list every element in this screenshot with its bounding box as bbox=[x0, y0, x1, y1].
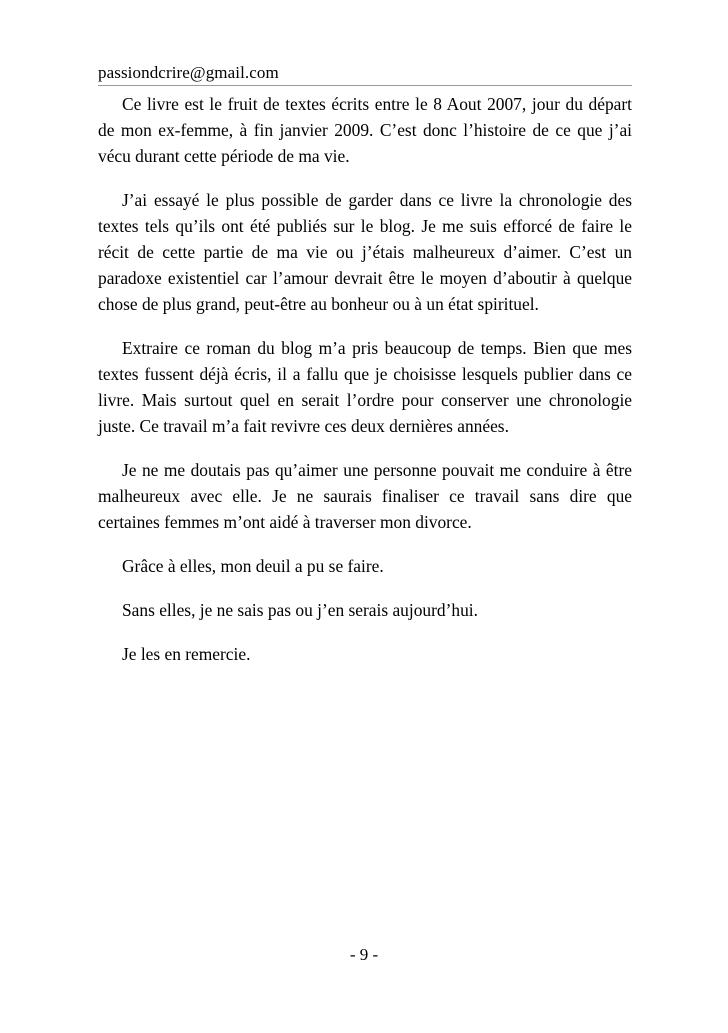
paragraph-3: Extraire ce roman du blog m’a pris beaucoup de temps. Bien que mes textes fussent déjà écris, il a fallu que je choisisse lesquels publier dans ce livre. Mais surtout quel en serait l’ordre pour conserver une chronologie juste. Ce travail m’a fait revivre ces deux dernières années. bbox=[98, 338, 632, 436]
paragraph-1: Ce livre est le fruit de textes écrits entre le 8 Aout 2007, jour du départ de mon ex-femme, à fin janvier 2009. C’est donc l’histoire de ce que j’ai vécu durant cette période de ma vie. bbox=[98, 94, 632, 166]
header-email: passiondcrire@gmail.com bbox=[98, 63, 279, 82]
page-number: - 9 - bbox=[349, 945, 379, 964]
paragraph-6: Sans elles, je ne sais pas ou j’en serais aujourd’hui. bbox=[122, 600, 478, 620]
paragraph-4: Je ne me doutais pas qu’aimer une personne pouvait me conduire à être malheureux avec elle. Je ne saurais finaliser ce travail sans dire que certaines femmes m’ont aidé à traverser mon divorce. bbox=[98, 460, 632, 532]
paragraph-7: Je les en remercie. bbox=[122, 644, 251, 664]
page-footer bbox=[0, 944, 728, 966]
page-header bbox=[98, 60, 632, 86]
page-body bbox=[98, 91, 632, 685]
paragraph-5: Grâce à elles, mon deuil a pu se faire. bbox=[122, 556, 384, 576]
paragraph-2: J’ai essayé le plus possible de garder dans ce livre la chronologie des textes tels qu’ils ont été publiés sur le blog. Je me suis efforcé de faire le récit de cette partie de ma vie ou j’étais malheureux d’aimer. C’est un paradoxe existentiel car l’amour devrait être le moyen d’aboutir à quelque chose de plus grand, peut-être au bonheur ou à un état spirituel. bbox=[98, 190, 632, 314]
